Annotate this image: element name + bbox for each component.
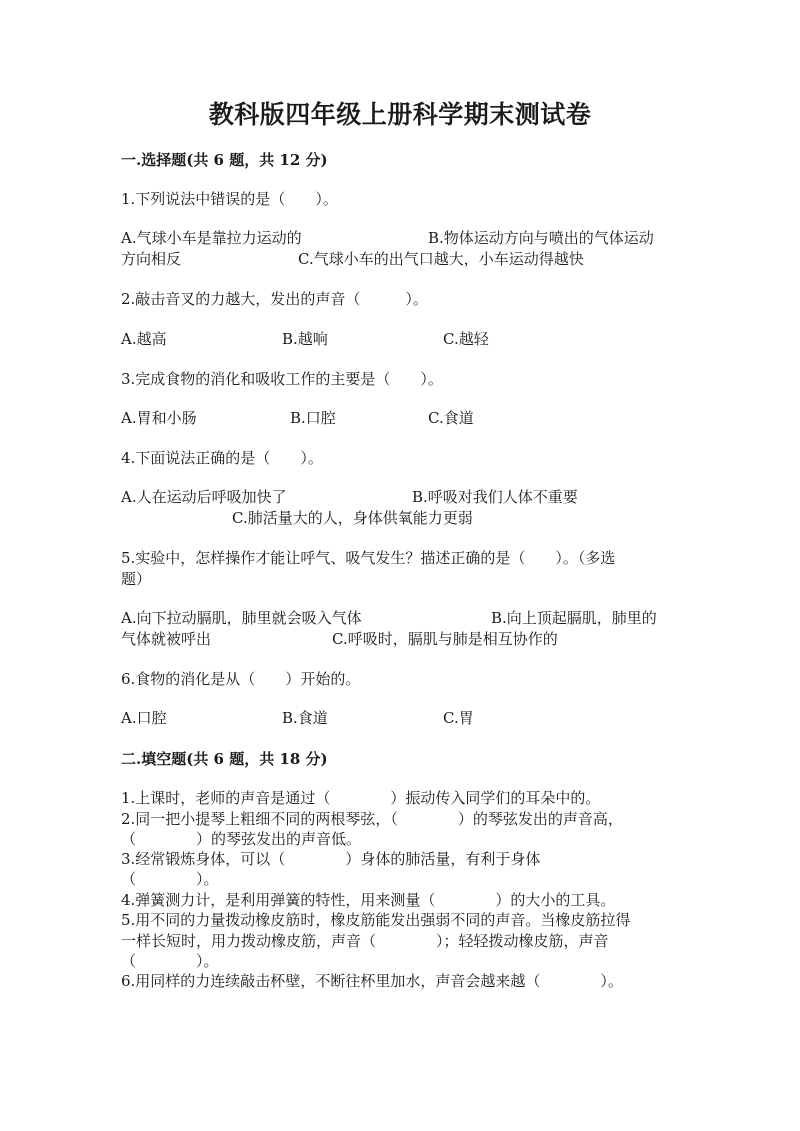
question-stem: 6.食物的消化是从（ ）开始的。 <box>121 670 361 688</box>
option-a: A.人在运动后呼吸加快了 <box>121 488 287 506</box>
option-b: B.向上顶起膈肌，肺里的 <box>491 609 657 627</box>
question-stem: 2.敲击音叉的力越大，发出的声音（ ）。 <box>121 290 428 308</box>
question-stem-continued: 题） <box>121 570 152 588</box>
fill-blank-line: （ ）。 <box>121 952 219 970</box>
section-heading-fill-blank: 二.填空题(共 6 题，共 18 分) <box>121 750 328 768</box>
question-stem: 5.实验中，怎样操作才能让呼气、吸气发生？描述正确的是（ ）。（多选 <box>121 549 616 567</box>
option-b-continued: 方向相反 <box>121 250 182 268</box>
fill-blank-line: 4.弹簧测力计，是利用弹簧的特性，用来测量（ ）的大小的工具。 <box>121 891 616 909</box>
fill-blank-line: （ ）的琴弦发出的声音低。 <box>121 830 362 848</box>
option-a: A.口腔 <box>121 709 167 727</box>
option-c: C.呼吸时，膈肌与肺是相互协作的 <box>332 630 558 648</box>
fill-blank-line: 2.同一把小提琴上粗细不同的两根琴弦，（ ）的琴弦发出的声音高， <box>121 810 623 828</box>
option-b: B.口腔 <box>290 409 336 427</box>
fill-blank-line: 一样长短时，用力拨动橡皮筋，声音（ ）；轻轻拨动橡皮筋，声音 <box>121 932 609 950</box>
question-stem: 1.下列说法中错误的是（ ）。 <box>121 190 338 208</box>
option-a: A.胃和小肠 <box>121 409 197 427</box>
option-c: C.食道 <box>428 409 474 427</box>
question-stem: 4.下面说法正确的是（ ）。 <box>121 449 323 467</box>
option-b: B.食道 <box>282 709 328 727</box>
fill-blank-line: 3.经常锻炼身体，可以（ ）身体的肺活量，有利于身体 <box>121 850 541 868</box>
option-c: C.气球小车的出气口越大，小车运动得越快 <box>298 250 584 268</box>
option-b: B.越响 <box>282 330 328 348</box>
fill-blank-line: 6.用同样的力连续敲击杯壁，不断往杯里加水，声音会越来越（ ）。 <box>121 972 623 990</box>
option-b: B.物体运动方向与喷出的气体运动 <box>428 229 654 247</box>
section-heading-choice: 一.选择题(共 6 题，共 12 分) <box>121 151 328 169</box>
option-a: A.越高 <box>121 330 167 348</box>
option-a: A.向下拉动膈肌，肺里就会吸入气体 <box>121 609 362 627</box>
option-b: B.呼吸对我们人体不重要 <box>412 488 578 506</box>
fill-blank-line: 5.用不同的力量拨动橡皮筋时，橡皮筋能发出强弱不同的声音。当橡皮筋拉得 <box>121 911 631 929</box>
question-stem: 3.完成食物的消化和吸收工作的主要是（ ）。 <box>121 370 443 388</box>
option-c: C.胃 <box>443 709 474 727</box>
page-title: 教科版四年级上册科学期末测试卷 <box>208 100 592 129</box>
option-c: C.越轻 <box>443 330 489 348</box>
fill-blank-line: 1.上课时，老师的声音是通过（ ）振动传入同学们的耳朵中的。 <box>121 789 601 807</box>
fill-blank-line: （ ）。 <box>121 870 219 888</box>
option-b-continued: 气体就被呼出 <box>121 630 212 648</box>
option-a: A.气球小车是靠拉力运动的 <box>121 229 302 247</box>
option-c: C.肺活量大的人，身体供氧能力更弱 <box>232 509 473 527</box>
